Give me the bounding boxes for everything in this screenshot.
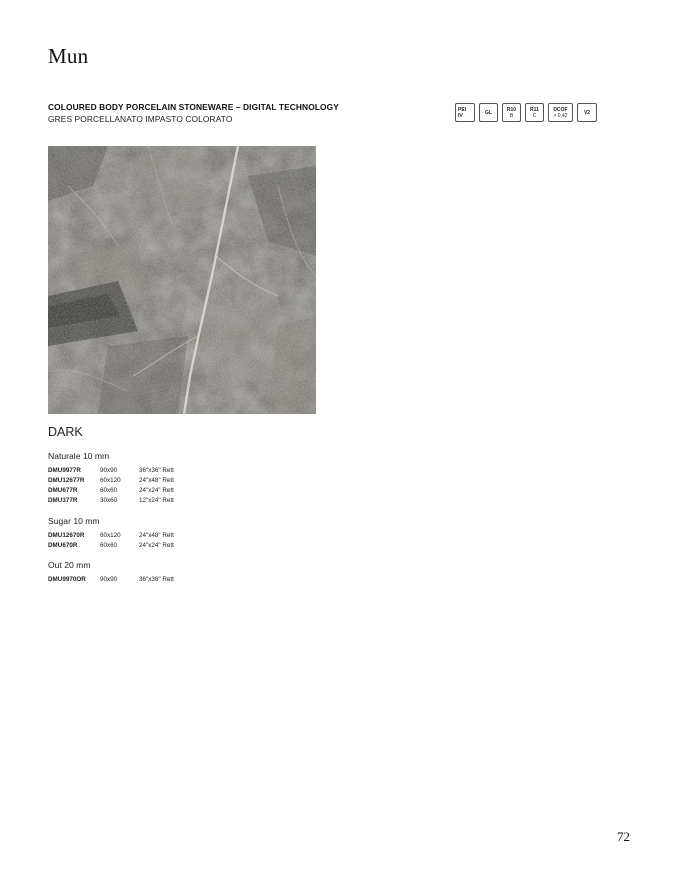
- product-list: [48, 465, 199, 506]
- product-row: [48, 485, 199, 495]
- product-row: [48, 540, 199, 550]
- badge-r10: [502, 103, 521, 122]
- product-row: [48, 496, 199, 506]
- product-size: 60x60: [100, 486, 118, 494]
- product-size-imperial: 24"x24" Rett: [139, 541, 174, 549]
- finish-title: Out 20 mm: [48, 560, 91, 570]
- badge-main: R11: [530, 106, 539, 113]
- badge-sub: > 0,42: [553, 112, 568, 119]
- product-size: 60x120: [100, 531, 121, 539]
- product-size-imperial: 12"x24" Rett: [139, 497, 174, 505]
- product-code: DMU677R: [48, 486, 78, 494]
- product-size: 30x60: [100, 497, 118, 505]
- product-list: [48, 574, 199, 584]
- product-size-imperial: 24"x48" Rett: [139, 476, 174, 484]
- badge-pei: [455, 103, 475, 122]
- badge-dcof: [548, 103, 573, 122]
- product-size-imperial: 24"x48" Rett: [139, 531, 174, 539]
- badge-main: V2: [583, 109, 591, 116]
- product-row: [48, 530, 199, 540]
- tile-image: [48, 146, 316, 414]
- product-size-imperial: 36"x36" Rett: [139, 575, 174, 583]
- product-size: 90x90: [100, 575, 118, 583]
- badge-r11: [525, 103, 544, 122]
- product-row: [48, 475, 199, 485]
- product-size-imperial: 36"x36" Rett: [139, 466, 174, 474]
- product-size: 90x90: [100, 466, 118, 474]
- finish-title: Sugar 10 mm: [48, 516, 100, 526]
- product-code: DMU12677R: [48, 476, 85, 484]
- badge-main: DCOF: [553, 106, 568, 113]
- badge-sub: C: [532, 112, 537, 119]
- product-code: DMU9977R: [48, 466, 81, 474]
- badge-gl: [479, 103, 498, 122]
- page-title: Mun: [48, 44, 89, 68]
- product-code: DMU377R: [48, 497, 78, 505]
- technical-badges: [455, 103, 597, 122]
- badge-sub: B: [509, 112, 514, 119]
- product-size: 60x120: [100, 476, 121, 484]
- product-code: DMU12670R: [48, 531, 85, 539]
- badge-main: PEI IV: [458, 106, 467, 119]
- product-row: [48, 574, 199, 584]
- product-row: [48, 465, 199, 475]
- product-size: 60x60: [100, 541, 118, 549]
- subtitle-english: COLOURED BODY PORCELAIN STONEWARE – DIGITAL TECHNOLOGY: [48, 102, 339, 112]
- badge-main: GL: [485, 109, 492, 116]
- product-code: DMU9970OR: [48, 575, 86, 583]
- badge-main: R10: [506, 106, 517, 113]
- product-code: DMU670R: [48, 541, 78, 549]
- marble-texture: [48, 146, 316, 414]
- product-size-imperial: 24"x24" Rett: [139, 486, 174, 494]
- subtitle-italian: GRES PORCELLANATO IMPASTO COLORATO: [48, 114, 233, 124]
- finish-title: Naturale 10 mm: [48, 451, 110, 461]
- page-number: 72: [617, 829, 630, 844]
- badge-v2: [577, 103, 597, 122]
- variant-name: DARK: [48, 425, 83, 439]
- product-list: [48, 530, 199, 550]
